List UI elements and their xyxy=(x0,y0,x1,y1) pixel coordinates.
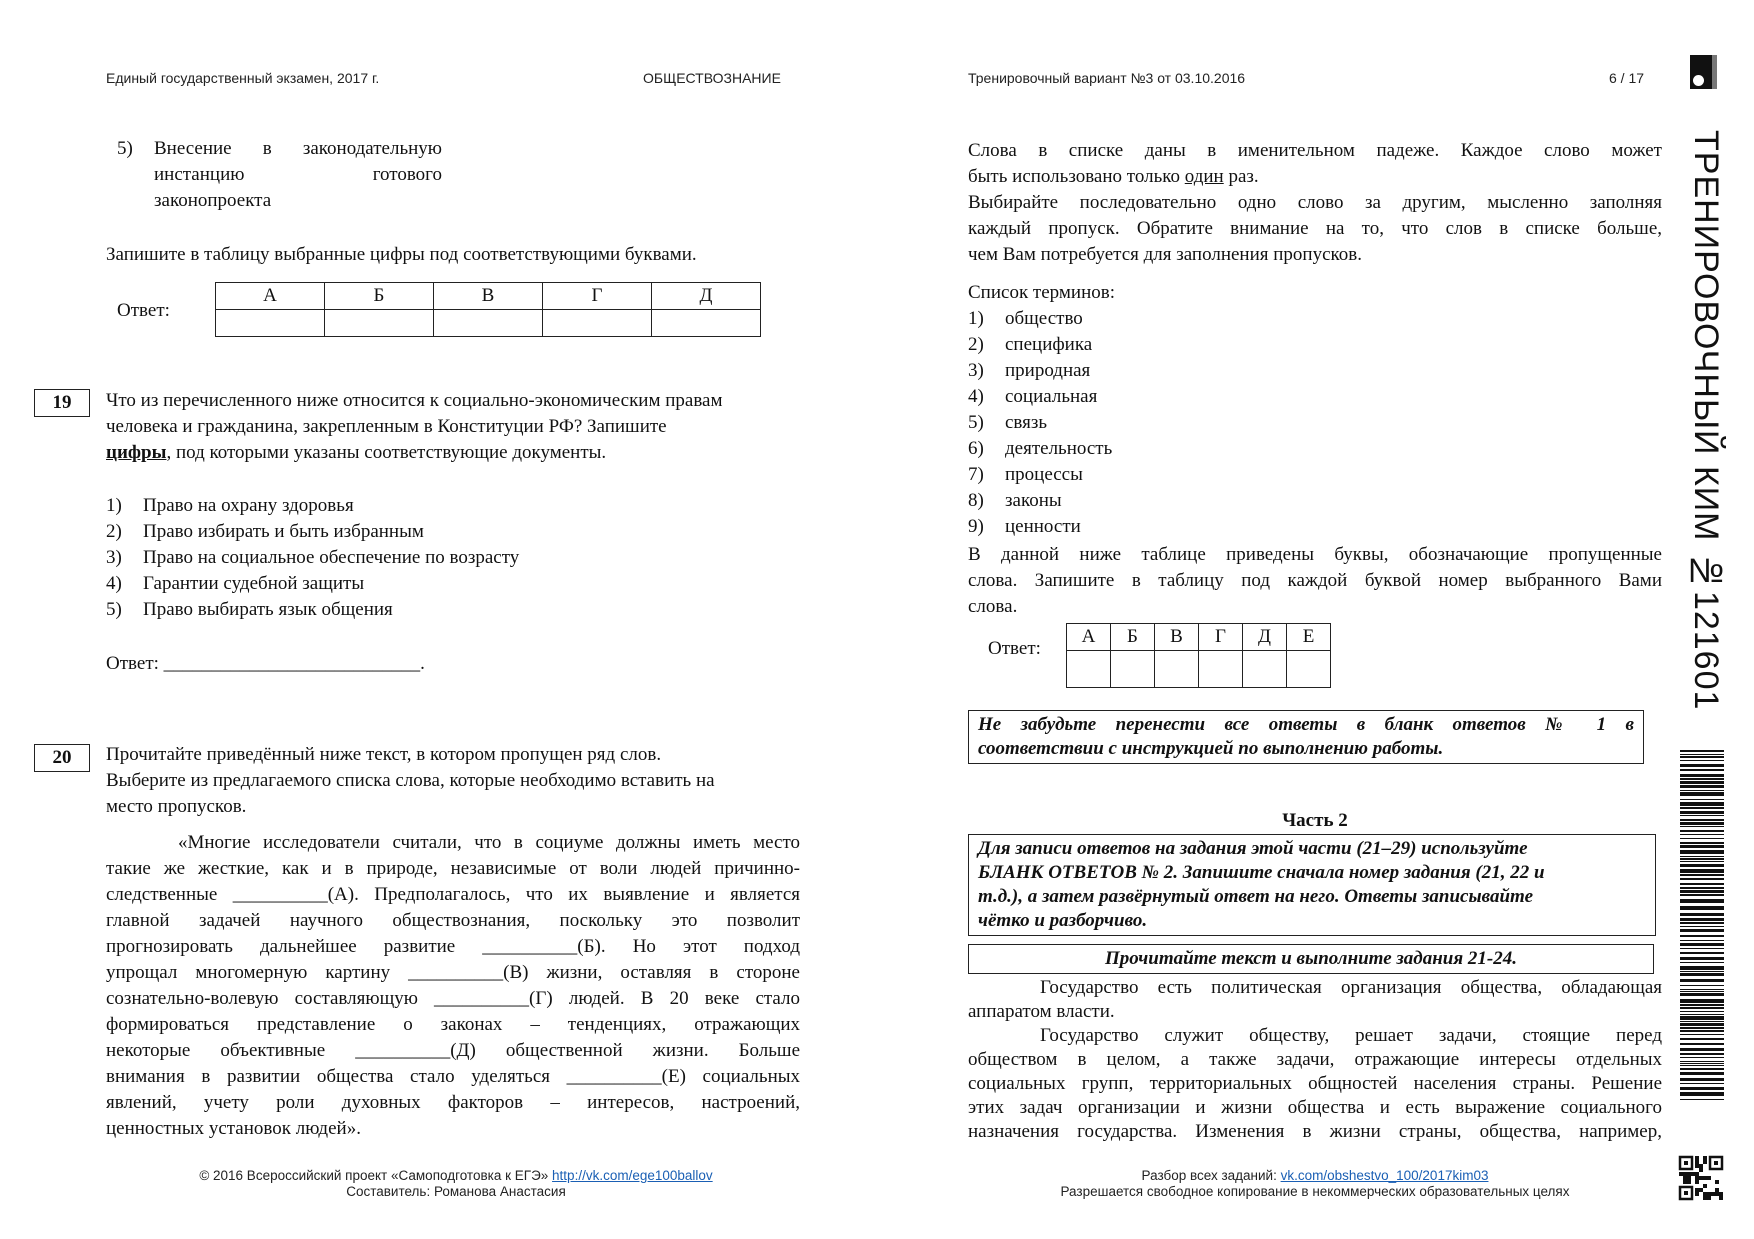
answer-cell[interactable] xyxy=(1111,651,1155,688)
answer-cell[interactable] xyxy=(216,310,325,337)
question-number-20: 20 xyxy=(34,744,90,772)
qr-module xyxy=(1695,1176,1699,1180)
term-item xyxy=(968,514,1112,540)
answer-cell[interactable] xyxy=(1067,651,1111,688)
barcode-bar xyxy=(1680,985,1724,986)
barcode-bar xyxy=(1680,971,1724,972)
question-19-options xyxy=(106,493,519,623)
source-text xyxy=(968,976,1662,1144)
answer-label: Ответ: xyxy=(988,638,1041,659)
question-text-line: место пропусков. xyxy=(106,796,247,817)
barcode-bar xyxy=(1680,926,1724,927)
barcode-bar xyxy=(1680,1038,1724,1040)
barcode-bar xyxy=(1680,792,1724,796)
vertical-kim-label: ТРЕНИРОВОЧНЫЙ КИМ №121601 xyxy=(1687,130,1725,711)
terms-list xyxy=(968,306,1112,540)
passage-line: некоторые объективные __________(Д) общественной жизни. Больше xyxy=(106,1040,800,1061)
qr-module xyxy=(1699,1188,1703,1192)
question-text-line: Прочитайте приведённый ниже текст, в котором пропущен ряд слов. xyxy=(106,744,662,765)
qr-module xyxy=(1715,1192,1719,1196)
table-letter-cell: Д xyxy=(652,283,761,310)
barcode-bar xyxy=(1680,815,1724,816)
barcode-bar xyxy=(1680,1053,1724,1055)
answer-input-line[interactable]: ___________________________. xyxy=(163,653,425,674)
barcode-bar xyxy=(1680,1065,1724,1066)
qr-module xyxy=(1699,1168,1703,1172)
barcode-bar xyxy=(1680,822,1724,825)
emphasis-digits: цифры xyxy=(106,442,167,463)
barcode-bar xyxy=(1680,918,1724,921)
instruction-line: раз. xyxy=(1223,166,1259,187)
term-item xyxy=(968,488,1112,514)
instruction-line: слова. xyxy=(968,596,1018,617)
option-text: Право на охрану здоровья xyxy=(143,495,354,516)
barcode-bar xyxy=(1680,1016,1724,1020)
qr-module xyxy=(1703,1184,1707,1188)
question-19-text xyxy=(106,388,806,466)
term-number: 6) xyxy=(968,438,984,459)
barcode-bar xyxy=(1680,894,1724,896)
table-instruction-right xyxy=(968,542,1662,620)
barcode-bar xyxy=(1680,781,1724,784)
barcode-bar xyxy=(1680,957,1724,960)
barcode-bar xyxy=(1680,819,1724,821)
barcode-bar xyxy=(1680,952,1724,954)
qr-module xyxy=(1695,1156,1699,1160)
barcode-bar xyxy=(1680,883,1724,885)
footer-left xyxy=(106,1168,806,1200)
reminder-line: Не забудьте перенести все ответы в бланк ответов № 1 в xyxy=(978,714,1634,735)
term-item xyxy=(968,384,1112,410)
term-number: 7) xyxy=(968,464,984,485)
qr-module xyxy=(1719,1192,1723,1196)
term-text: социальная xyxy=(1005,386,1098,407)
barcode-bar xyxy=(1680,1011,1724,1012)
barcode-bar xyxy=(1680,993,1724,996)
passage-line: формироваться представление о законах – тенденциях, отражающих xyxy=(106,1014,800,1035)
term-number: 2) xyxy=(968,334,984,355)
option-number: 4) xyxy=(106,573,122,594)
barcode-bar xyxy=(1680,774,1724,777)
qr-module xyxy=(1703,1176,1707,1180)
barcode-bar xyxy=(1680,966,1724,970)
barcode-bar xyxy=(1680,1083,1724,1084)
analysis-label: Разбор всех заданий: xyxy=(1141,1168,1281,1183)
source-text-line: этих задач организации и жизни общества и есть выражение социального xyxy=(968,1097,1662,1118)
term-text: ценности xyxy=(1005,516,1081,537)
barcode-bar xyxy=(1680,811,1724,814)
copying-note: Разрешается свободное копирование в некоммерческих образовательных целях xyxy=(1060,1184,1570,1199)
source-text-line: обществом в целом, а также задачи, отражающие интересы отдельных xyxy=(968,1049,1662,1070)
answer-cell[interactable] xyxy=(1155,651,1199,688)
barcode-bar xyxy=(1680,989,1724,990)
qr-module xyxy=(1711,1192,1715,1196)
read-text-box: Прочитайте текст и выполните задания 21-24. xyxy=(968,944,1654,974)
term-item xyxy=(968,306,1112,332)
barcode-bar xyxy=(1680,929,1724,932)
barcode-bar xyxy=(1680,1068,1724,1070)
barcode-bar xyxy=(1680,1043,1724,1045)
barcode-bar xyxy=(1680,1004,1724,1006)
qr-module xyxy=(1683,1172,1687,1176)
barcode-bar xyxy=(1680,1007,1724,1009)
terms-title: Список терминов: xyxy=(968,282,1115,303)
term-text: процессы xyxy=(1005,464,1083,485)
term-number: 8) xyxy=(968,490,984,511)
part2-title: Часть 2 xyxy=(1282,810,1348,831)
table-letter-cell: А xyxy=(216,283,325,310)
barcode-bar xyxy=(1680,1048,1724,1051)
qr-module xyxy=(1699,1176,1703,1180)
answer-option xyxy=(106,597,519,623)
barcode-bar xyxy=(1680,856,1724,857)
part2-line: БЛАНК ОТВЕТОВ № 2. Запишите сначала номер задания (21, 22 и xyxy=(978,862,1545,883)
barcode-bar xyxy=(1680,948,1724,949)
qr-module xyxy=(1707,1176,1711,1180)
answer-cell[interactable] xyxy=(1287,651,1331,688)
qr-code-icon xyxy=(1678,1155,1724,1201)
barcode-bar xyxy=(1680,802,1724,806)
part2-line: т.д.), а затем развёрнутый ответ на него. Ответы записывайте xyxy=(978,886,1534,907)
table-letter-cell: Б xyxy=(1111,624,1155,651)
barcode-bar xyxy=(1680,799,1724,800)
vk-link-ege100[interactable]: http://vk.com/ege100ballov xyxy=(552,1168,713,1183)
copyright-text: © 2016 Всероссийский проект «Самоподготовка к ЕГЭ» xyxy=(199,1168,553,1183)
barcode-bar xyxy=(1680,890,1724,893)
barcode-bar xyxy=(1680,834,1724,835)
qr-module xyxy=(1695,1192,1699,1196)
header-exam-title: Единый государственный экзамен, 2017 г. xyxy=(106,70,380,86)
barcode-bar xyxy=(1680,858,1724,860)
answer-option xyxy=(106,519,519,545)
qr-module xyxy=(1695,1172,1699,1176)
term-number: 1) xyxy=(968,308,984,329)
source-text-line: социальных групп, территориальных общностей населения страны. Решение xyxy=(968,1073,1662,1094)
barcode-bar xyxy=(1680,769,1724,771)
barcode-bar xyxy=(1680,973,1724,976)
passage-line: «Многие исследователи считали, что в социуме должны иметь место xyxy=(178,832,800,853)
question-20-passage xyxy=(106,830,800,1142)
question-text-line: Что из перечисленного ниже относится к социально-экономическим правам xyxy=(106,390,723,411)
barcode-bar xyxy=(1680,764,1724,767)
author-text: Составитель: Романова Анастасия xyxy=(346,1184,566,1199)
barcode-bar xyxy=(1680,756,1724,758)
barcode-bar xyxy=(1680,1063,1724,1064)
barcode-bar xyxy=(1680,842,1724,844)
part2-line: чётко и разборчиво. xyxy=(978,910,1148,931)
source-text-line: Государство есть политическая организация общества, обладающая xyxy=(1040,977,1662,998)
barcode-bar xyxy=(1680,869,1724,873)
answer-label: Ответ: xyxy=(106,653,159,674)
barcode-bar xyxy=(1680,1030,1724,1032)
term-text: связь xyxy=(1005,412,1048,433)
term-text: деятельность xyxy=(1005,438,1113,459)
table-instruction: Запишите в таблицу выбранные цифры под соответствующими буквами. xyxy=(106,244,697,265)
answer-option xyxy=(106,571,519,597)
barcode-bar xyxy=(1680,899,1724,903)
instruction-paragraph xyxy=(968,190,1662,268)
barcode-bar xyxy=(1680,935,1724,937)
table-letter-cell: Д xyxy=(1243,624,1287,651)
option-number: 3) xyxy=(106,547,122,568)
qr-module xyxy=(1703,1192,1707,1196)
header-subject: ОБЩЕСТВОЗНАНИЕ xyxy=(643,70,781,86)
barcode-bar xyxy=(1680,845,1724,848)
passage-line: такие же жесткие, как и в природе, независимые от воли людей причинно- xyxy=(106,858,800,879)
barcode-bar xyxy=(1680,991,1724,992)
term-number: 5) xyxy=(968,412,984,433)
barcode-bar xyxy=(1680,1092,1724,1096)
term-number: 3) xyxy=(968,360,984,381)
barcode-bar xyxy=(1680,1061,1724,1062)
qr-module xyxy=(1683,1176,1687,1180)
answer-cell[interactable] xyxy=(325,310,434,337)
passage-line: главной задачей научного обществознания, поскольку это позволит xyxy=(106,910,800,931)
qr-module xyxy=(1687,1176,1691,1180)
qr-module xyxy=(1679,1172,1683,1176)
table-letter-cell: В xyxy=(434,283,543,310)
answer-table-18 xyxy=(215,282,761,337)
barcode-bar xyxy=(1680,906,1724,910)
qr-module xyxy=(1687,1172,1691,1176)
barcode-bar xyxy=(1680,1034,1724,1035)
term-number: 9) xyxy=(968,516,984,537)
source-text-line: назначения государства. Изменения в жизни страны, общества, например, xyxy=(968,1121,1662,1142)
option-number: 1) xyxy=(106,495,122,516)
passage-line: ценностных установок людей». xyxy=(106,1118,361,1139)
barcode-bar xyxy=(1680,943,1724,946)
passage-line: явлений, учету роли духовных факторов – интересов, настроений, xyxy=(106,1092,800,1113)
barcode-bar xyxy=(1680,1027,1724,1029)
barcode-icon xyxy=(1680,750,1724,1100)
table-letter-cell: В xyxy=(1155,624,1199,651)
term-item xyxy=(968,436,1112,462)
qr-module xyxy=(1687,1180,1691,1184)
option-number: 5) xyxy=(117,138,133,159)
qr-module xyxy=(1699,1164,1703,1168)
question-19-answer[interactable] xyxy=(106,651,425,677)
barcode-bar xyxy=(1680,826,1724,827)
passage-line: внимания в развитии общества стало уделяться __________(Е) социальных xyxy=(106,1066,800,1087)
footer-right xyxy=(968,1168,1662,1200)
question-number-19: 19 xyxy=(34,389,90,417)
answer-cell[interactable] xyxy=(1199,651,1243,688)
table-letter-cell: Г xyxy=(1199,624,1243,651)
term-item xyxy=(968,462,1112,488)
option-number: 2) xyxy=(106,521,122,542)
term-text: природная xyxy=(1005,360,1091,381)
answer-label: Ответ: xyxy=(117,300,170,321)
passage-line: прогнозировать дальнейшее развитие __________(Б). Но этот подход xyxy=(106,936,800,957)
barcode-bar xyxy=(1680,750,1724,752)
option-text: Право избирать и быть избранным xyxy=(143,521,424,542)
qr-module xyxy=(1703,1156,1707,1160)
barcode-bar xyxy=(1680,1021,1724,1022)
reminder-box xyxy=(968,710,1644,764)
instructions-block xyxy=(968,138,1662,268)
barcode-bar xyxy=(1680,1014,1724,1015)
barcode-bar xyxy=(1680,874,1724,876)
barcode-bar xyxy=(1680,887,1724,889)
barcode-bar xyxy=(1680,999,1724,1003)
term-number: 4) xyxy=(968,386,984,407)
instruction-line: слова. Запишите в таблицу под каждой буквой номер выбранного Вами xyxy=(968,570,1662,591)
qr-module xyxy=(1715,1188,1719,1192)
option-number: 5) xyxy=(106,599,122,620)
barcode-bar xyxy=(1680,878,1724,880)
barcode-bar xyxy=(1680,778,1724,780)
barcode-bar xyxy=(1680,861,1724,862)
barcode-bar xyxy=(1680,850,1724,854)
barcode-bar xyxy=(1680,790,1724,791)
barcode-bar xyxy=(1680,979,1724,982)
qr-module xyxy=(1707,1196,1711,1200)
barcode-bar xyxy=(1680,1023,1724,1026)
answer-option xyxy=(106,493,519,519)
barcode-bar xyxy=(1680,1087,1724,1090)
instruction-line: В данной ниже таблице приведены буквы, обозначающие пропущенные xyxy=(968,544,1662,565)
emphasis-one: один xyxy=(1184,166,1224,187)
term-text: специфика xyxy=(1005,334,1093,355)
barcode-bar xyxy=(1680,1078,1724,1081)
passage-line: упрощал многомерную картину __________(В) жизни, оставляя в стороне xyxy=(106,962,800,983)
barcode-bar xyxy=(1680,913,1724,916)
passage-line: следственные __________(А). Предполагалось, что их выявление и является xyxy=(106,884,800,905)
answer-cell[interactable] xyxy=(1243,651,1287,688)
instruction-line: чем Вам потребуется для заполнения пропусков. xyxy=(968,244,1363,265)
barcode-bar xyxy=(1680,864,1724,867)
qr-module xyxy=(1695,1160,1699,1164)
question-text-line: человека и гражданина, закрепленным в Конституции РФ? Запишите xyxy=(106,416,667,437)
option-text-line: инстанцию xyxy=(154,164,245,185)
answer-option xyxy=(106,545,519,571)
term-item xyxy=(968,358,1112,384)
option-text-line: Внесение в законодательную xyxy=(154,138,442,159)
answer-cell[interactable] xyxy=(434,310,543,337)
option-text: Право выбирать язык общения xyxy=(143,599,393,620)
question-text-line: , под которыми указаны соответствующие документы. xyxy=(166,442,607,463)
option-text: Гарантии судебной защиты xyxy=(143,573,365,594)
barcode-bar xyxy=(1680,1099,1724,1100)
answer-table-20 xyxy=(1066,623,1331,688)
qr-module xyxy=(1703,1160,1707,1164)
table-letter-cell: Г xyxy=(543,283,652,310)
qr-module xyxy=(1719,1196,1723,1200)
passage-line: сознательно-волевую составляющую __________(Г) людей. В 20 веке стало xyxy=(106,988,800,1009)
term-item xyxy=(968,332,1112,358)
qr-module xyxy=(1715,1180,1719,1184)
term-item xyxy=(968,410,1112,436)
barcode-bar xyxy=(1680,1072,1724,1075)
table-letter-cell: Б xyxy=(325,283,434,310)
header-variant: Тренировочный вариант №3 от 03.10.2016 xyxy=(968,70,1246,86)
option-text-line: готового xyxy=(372,164,442,185)
qr-module xyxy=(1703,1196,1707,1200)
barcode-bar xyxy=(1680,807,1724,809)
answer-cell[interactable] xyxy=(543,310,652,337)
instruction-line: Выбирайте последовательно одно слово за другим, мысленно заполняя xyxy=(968,192,1662,213)
qr-module xyxy=(1691,1172,1695,1176)
barcode-bar xyxy=(1680,1057,1724,1058)
barcode-bar xyxy=(1680,754,1724,755)
barcode-bar xyxy=(1680,830,1724,832)
barcode-bar xyxy=(1680,940,1724,941)
reminder-line: соответствии с инструкцией по выполнению работы. xyxy=(978,738,1444,759)
instruction-line: каждый пропуск. Обратите внимание на то, что слов в списке больше, xyxy=(968,218,1662,239)
source-text-line: аппаратом власти. xyxy=(968,1001,1115,1022)
part2-line: Для записи ответов на задания этой части (21–29) используйте xyxy=(978,838,1528,859)
option-text: Право на социальное обеспечение по возрасту xyxy=(143,547,520,568)
term-text: законы xyxy=(1005,490,1062,511)
barcode-bar xyxy=(1680,760,1724,761)
qr-module xyxy=(1695,1164,1699,1168)
qr-module xyxy=(1707,1192,1711,1196)
table-letter-cell: А xyxy=(1067,624,1111,651)
barcode-bar xyxy=(1680,838,1724,839)
barcode-bar xyxy=(1680,962,1724,963)
qr-module xyxy=(1695,1188,1699,1192)
vk-link-analysis[interactable]: vk.com/obshestvo_100/2017kim03 xyxy=(1280,1168,1489,1183)
barcode-bar xyxy=(1680,785,1724,788)
answer-cell[interactable] xyxy=(652,310,761,337)
instruction-line: Слова в списке даны в именительном падеже. Каждое слово может xyxy=(968,140,1662,161)
question-text-line: Выберите из предлагаемого списка слова, которые необходимо вставить на xyxy=(106,770,715,791)
header-page-number: 6 / 17 xyxy=(1609,70,1645,86)
barcode-bar xyxy=(1680,922,1724,924)
source-text-line: Государство служит обществу, решает задачи, стоящие перед xyxy=(1040,1025,1662,1046)
option-text-line: законопроекта xyxy=(154,190,272,211)
part2-instruction-box xyxy=(968,834,1656,936)
option-5-block xyxy=(117,136,442,214)
question-20-intro xyxy=(106,742,806,820)
term-text: общество xyxy=(1005,308,1083,329)
qr-module xyxy=(1695,1180,1699,1184)
table-letter-cell: Е xyxy=(1287,624,1331,651)
instruction-line: быть использовано только xyxy=(968,166,1185,187)
qr-module xyxy=(1683,1180,1687,1184)
corner-marker-icon xyxy=(1690,55,1717,89)
